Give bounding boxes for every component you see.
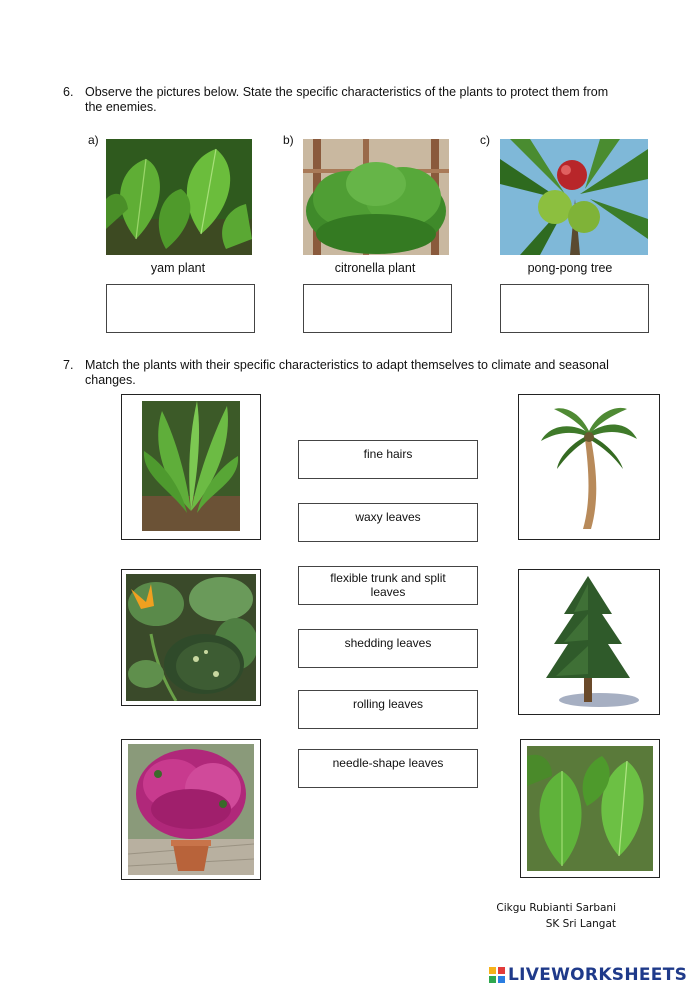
ginger-plant-photo [142,401,240,531]
choice-needle-shape-leaves[interactable] [298,749,478,788]
pumpkin-plant-photo [126,574,256,701]
question-6 [63,85,623,117]
citronella-plant-photo [303,139,449,255]
question-6-text: Observe the pictures below. State the specific characteristics of the plants to protect them from the enemies. [85,85,609,114]
choice-shedding-leaves[interactable] [298,629,478,668]
choice-label: fine hairs [363,447,413,461]
palm-tree-photo [539,401,639,533]
pumpkin-plant-frame[interactable] [121,569,261,706]
item-c-caption: pong-pong tree [527,261,613,275]
answer-box-a[interactable] [106,284,255,333]
ginger-plant-frame[interactable] [121,394,261,540]
author-credit [440,900,616,932]
liveworksheets-logo-icon [489,967,505,983]
choice-label: flexible trunk and split leaves [330,571,446,599]
brand-name: LIVEWORKSHEETS [508,965,688,985]
pine-tree-frame[interactable] [518,569,660,715]
item-b-label: b) [283,133,294,147]
yam-plant-photo [106,139,252,255]
question-7-text: Match the plants with their specific characteristics to adapt themselves to climate and seasonal changes. [85,358,609,387]
liveworksheets-brand[interactable] [489,964,697,986]
choice-label: needle-shape leaves [332,756,444,770]
pong-pong-tree-photo [500,139,648,255]
item-a-label: a) [88,133,99,147]
choice-label: rolling leaves [352,697,424,711]
choice-label: waxy leaves [355,510,421,524]
item-c-label: c) [480,133,490,147]
author-name: Cikgu Rubianti Sarbani [496,902,616,914]
choice-waxy-leaves[interactable] [298,503,478,542]
answer-box-c[interactable] [500,284,649,333]
school-name: SK Sri Langat [545,918,616,930]
yam-leaves-photo [527,746,653,871]
item-a-caption: yam plant [150,261,206,275]
pine-tree-photo [534,574,644,710]
bougainvillea-frame[interactable] [121,739,261,880]
choice-label: shedding leaves [344,636,432,650]
choice-fine-hairs[interactable] [298,440,478,479]
yam-leaves-frame[interactable] [520,739,660,878]
choice-rolling-leaves[interactable] [298,690,478,729]
bougainvillea-pot-photo [128,744,254,875]
palm-tree-frame[interactable] [518,394,660,540]
choice-flexible-trunk[interactable] [298,566,478,605]
question-6-number: 6. [63,85,74,99]
answer-box-b[interactable] [303,284,452,333]
question-7-number: 7. [63,358,74,372]
question-7 [63,358,623,390]
item-b-caption: citronella plant [334,261,416,275]
